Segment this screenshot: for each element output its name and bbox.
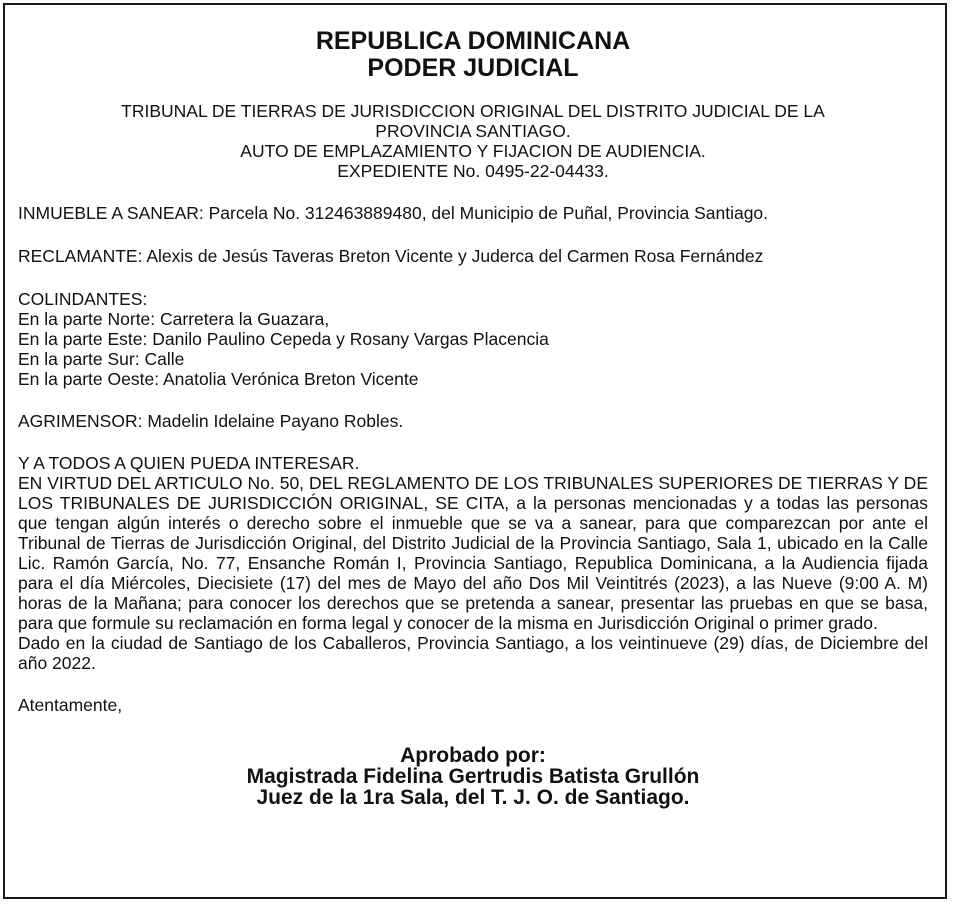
expediente-line: EXPEDIENTE No. 0495-22-04433. — [337, 161, 609, 181]
citacion-dado: Dado en la ciudad de Santiago de los Caballeros, Provincia Santiago, a los veintinueve (29) días, de Diciembre del año 2022. — [18, 633, 928, 673]
signer-title: Juez de la 1ra Sala, del T. J. O. de Santiago. — [256, 786, 690, 809]
agrimensor-paragraph: AGRIMENSOR: Madelin Idelaine Payano Robles. — [18, 411, 404, 431]
signature-block — [18, 745, 928, 808]
signer-name: Magistrada Fidelina Gertrudis Batista Grullón — [246, 765, 700, 788]
inmueble-paragraph: INMUEBLE A SANEAR: Parcela No. 312463889480, del Municipio de Puñal, Provincia Santiago. — [18, 203, 769, 223]
tribunal-line: TRIBUNAL DE TIERRAS DE JURISDICCION ORIGINAL DEL DISTRITO JUDICIAL DE LA — [121, 101, 825, 121]
citacion-intro: Y A TODOS A QUIEN PUEDA INTERESAR. — [18, 453, 360, 473]
colindantes-title: COLINDANTES: — [18, 289, 148, 309]
judiciary-heading: PODER JUDICIAL — [367, 54, 579, 82]
auto-line: AUTO DE EMPLAZAMIENTO Y FIJACION DE AUDIENCIA. — [240, 141, 706, 161]
citacion-section — [18, 453, 928, 673]
colindante-oeste: En la parte Oeste: Anatolia Verónica Breton Vicente — [18, 369, 419, 389]
closing-salutation: Atentamente, — [18, 695, 123, 715]
legal-notice — [18, 28, 928, 808]
approved-by-label: Aprobado por: — [400, 744, 546, 767]
reclamante-paragraph: RECLAMANTE: Alexis de Jesús Taveras Breton Vicente y Juderca del Carmen Rosa Fernández — [18, 246, 764, 266]
citacion-body: EN VIRTUD DEL ARTICULO No. 50, DEL REGLAMENTO DE LOS TRIBUNALES SUPERIORES DE TIERRAS Y DE LOS TRIBUNALES DE JURISDICCIÓN ORIGINAL, SE CITA, a la personas mencionadas y a todas las personas que tengan algún interés o derecho sobre el inmueble que se va a sanear, para que comparezcan por ante el Tribunal de Tierras de Jurisdicción Original, del Distrito Judicial de la Provincia Santiago, Sala 1, ubicado en la Calle Lic. Ramón García, No. 77, Ensanche Román I, Provincia Santiago, Republica Dominicana, a la Audiencia fijada para el día Miércoles, Diecisiete (17) del mes de Mayo del año Dos Mil Veintitrés (2023), a las Nueve (9:00 A. M) horas de la Mañana; para conocer los derechos que se pretenda a sanear, presentar las pruebas en que se basa, para que formule su reclamación en forma legal y conocer de la misma en Jurisdicción Original o primer grado. — [18, 473, 928, 633]
tribunal-subheader — [18, 101, 928, 181]
country-heading: REPUBLICA DOMINICANA — [315, 27, 631, 55]
notice-header — [18, 28, 928, 82]
colindantes-section — [18, 289, 928, 389]
colindante-este: En la parte Este: Danilo Paulino Cepeda y Rosany Vargas Placencia — [18, 329, 549, 349]
colindante-sur: En la parte Sur: Calle — [18, 349, 185, 369]
province-line: PROVINCIA SANTIAGO. — [375, 121, 571, 141]
colindante-norte: En la parte Norte: Carretera la Guazara, — [18, 309, 330, 329]
